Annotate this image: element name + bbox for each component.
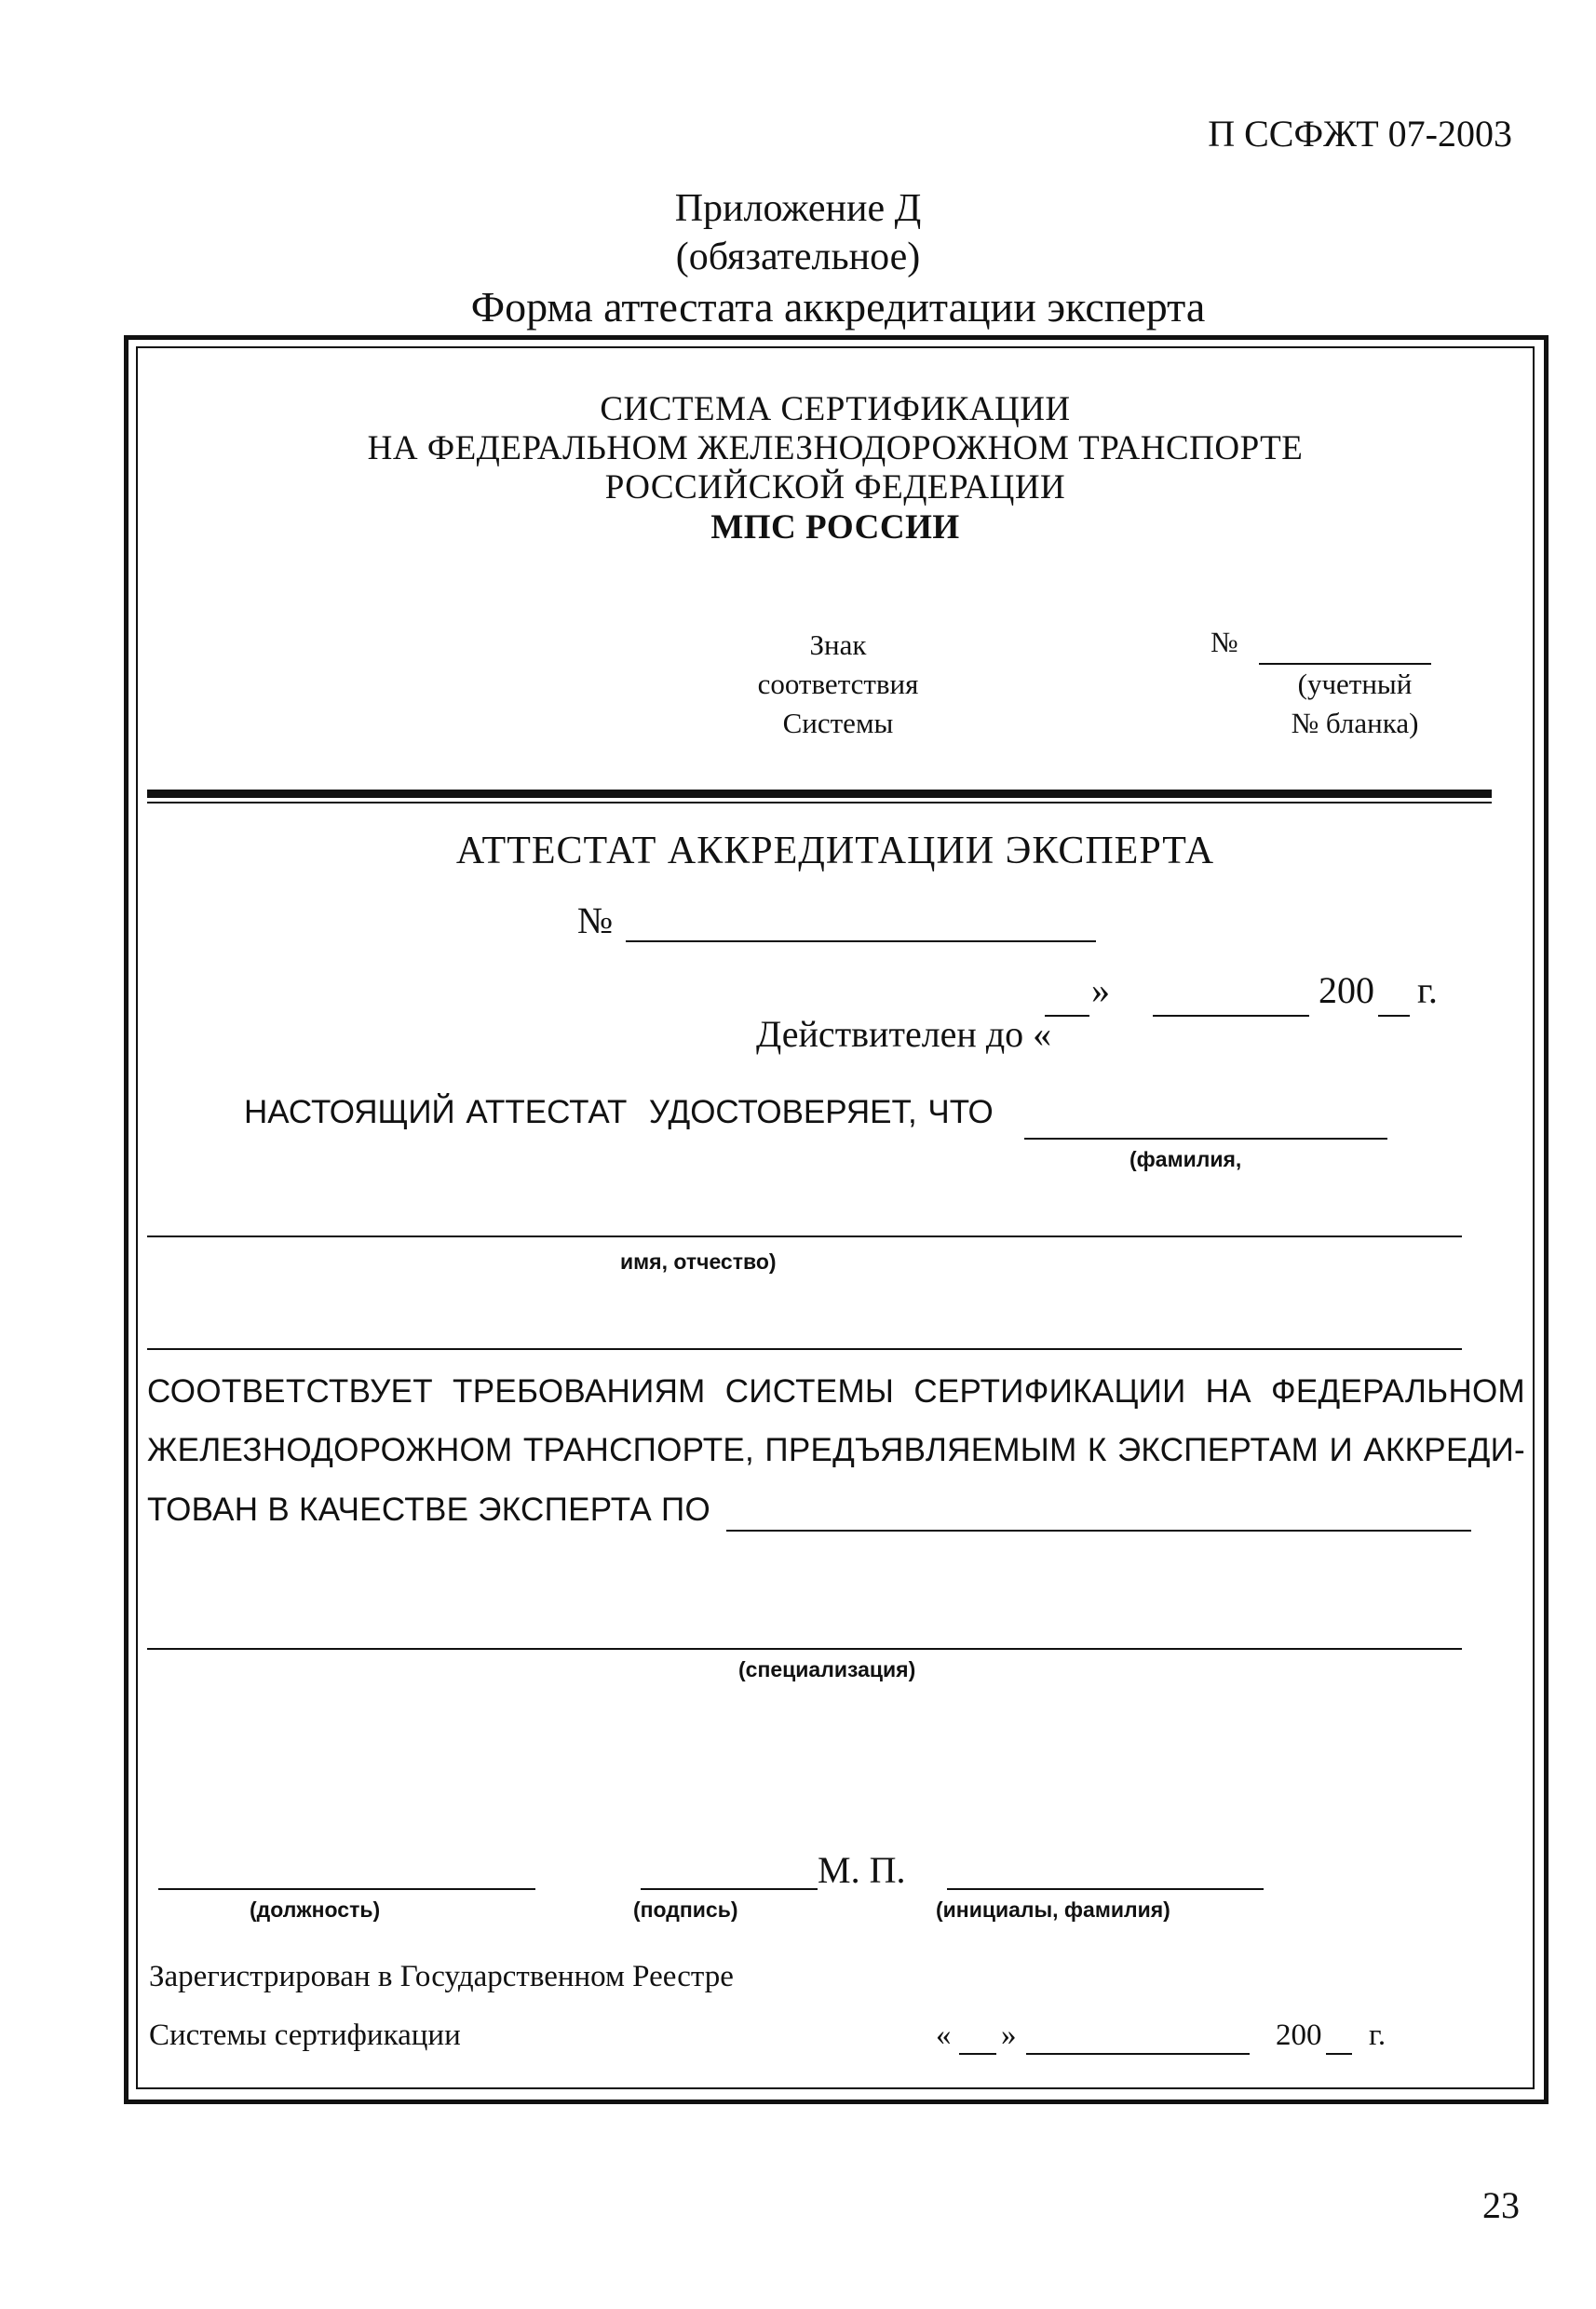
divider-thick [147,790,1492,798]
validity-prefix: Действителен до « [756,1013,1052,1055]
validity-month-field[interactable] [1153,1015,1309,1017]
initials-hint: (инициалы, фамилия) [936,1897,1170,1922]
document-code: П ССФЖТ 07-2003 [1208,113,1512,155]
registration-year: 200 [1276,2019,1322,2052]
name-field-extra[interactable] [147,1348,1462,1350]
conformity-mark-line-2: соответствия [757,668,919,700]
validity-day-field[interactable] [1045,1015,1089,1017]
signature-hint: (подпись) [633,1897,738,1922]
signature-field[interactable] [641,1888,818,1890]
validity-year-field[interactable] [1378,1015,1410,1017]
compliance-line-1: СООТВЕТСТВУЕТ ТРЕБОВАНИЯМ СИСТЕМЫ СЕРТИФИКАЦИИ НА ФЕДЕРАЛЬНОМ [147,1373,1525,1410]
surname-hint: (фамилия, [1129,1147,1242,1171]
registration-date-open: « [936,2019,952,2052]
registration-month-field[interactable] [1026,2053,1250,2055]
specialization-hint: (специализация) [738,1657,916,1681]
position-hint: (должность) [250,1897,381,1922]
validity-year-suffix: г. [1417,969,1438,1011]
compliance-line-3: ТОВАН В КАЧЕСТВЕ ЭКСПЕРТА ПО [147,1492,710,1528]
divider-thin [147,802,1492,803]
position-field[interactable] [158,1888,535,1890]
specialization-field[interactable] [726,1530,1471,1532]
system-line-3: РОССИЙСКОЙ ФЕДЕРАЦИИ [604,468,1066,506]
registration-year-field[interactable] [1326,2053,1352,2055]
page-number: 23 [1482,2184,1520,2226]
registration-line-1: Зарегистрирован в Государственном Реестре [149,1960,734,1993]
system-line-2: НА ФЕДЕРАЛЬНОМ ЖЕЛЕЗНОДОРОЖНОМ ТРАНСПОРТЕ [367,429,1304,467]
name-field[interactable] [147,1236,1462,1237]
registration-year-suffix: г. [1369,2019,1386,2052]
certificate-title: АТТЕСТАТ АККРЕДИТАЦИИ ЭКСПЕРТА [455,830,1215,872]
registration-date-close: » [1001,2019,1017,2052]
certificate-number-field[interactable] [626,940,1096,942]
name-hint: имя, отчество) [620,1249,777,1274]
validity-quote-close: » [1091,969,1110,1011]
blank-number-sign: № [1211,626,1238,658]
blank-number-hint-2: № бланка) [1291,707,1419,739]
surname-field[interactable] [1024,1138,1387,1140]
certificate-frame-inner [136,346,1535,2089]
stamp-place: М. П. [818,1849,906,1891]
initials-field[interactable] [947,1888,1264,1890]
validity-year: 200 [1319,969,1374,1011]
registration-line-2: Системы сертификации [149,2019,461,2052]
compliance-line-2: ЖЕЛЕЗНОДОРОЖНОМ ТРАНСПОРТЕ, ПРЕДЪЯВЛЯЕМЫМ К ЭКСПЕРТАМ И АККРЕДИ- [147,1432,1525,1468]
system-line-1: СИСТЕМА СЕРТИФИКАЦИИ [600,390,1071,428]
certifies-statement: НАСТОЯЩИЙ АТТЕСТАТ УДОСТОВЕРЯЕТ, ЧТО [244,1094,994,1130]
appendix-type: (обязательное) [675,236,921,278]
appendix-label: Приложение Д [674,187,922,230]
certificate-number-sign: № [577,899,614,941]
registration-day-field[interactable] [959,2053,996,2055]
specialization-field-extra[interactable] [147,1648,1462,1650]
blank-number-hint-1: (учетный [1297,668,1413,700]
system-line-4: МПС РОССИИ [710,508,960,547]
conformity-mark-line-3: Системы [782,707,894,739]
conformity-mark-line-1: Знак [809,628,867,661]
conformity-mark [698,626,978,743]
form-title: Форма аттестата аккредитации эксперта [470,283,1206,331]
